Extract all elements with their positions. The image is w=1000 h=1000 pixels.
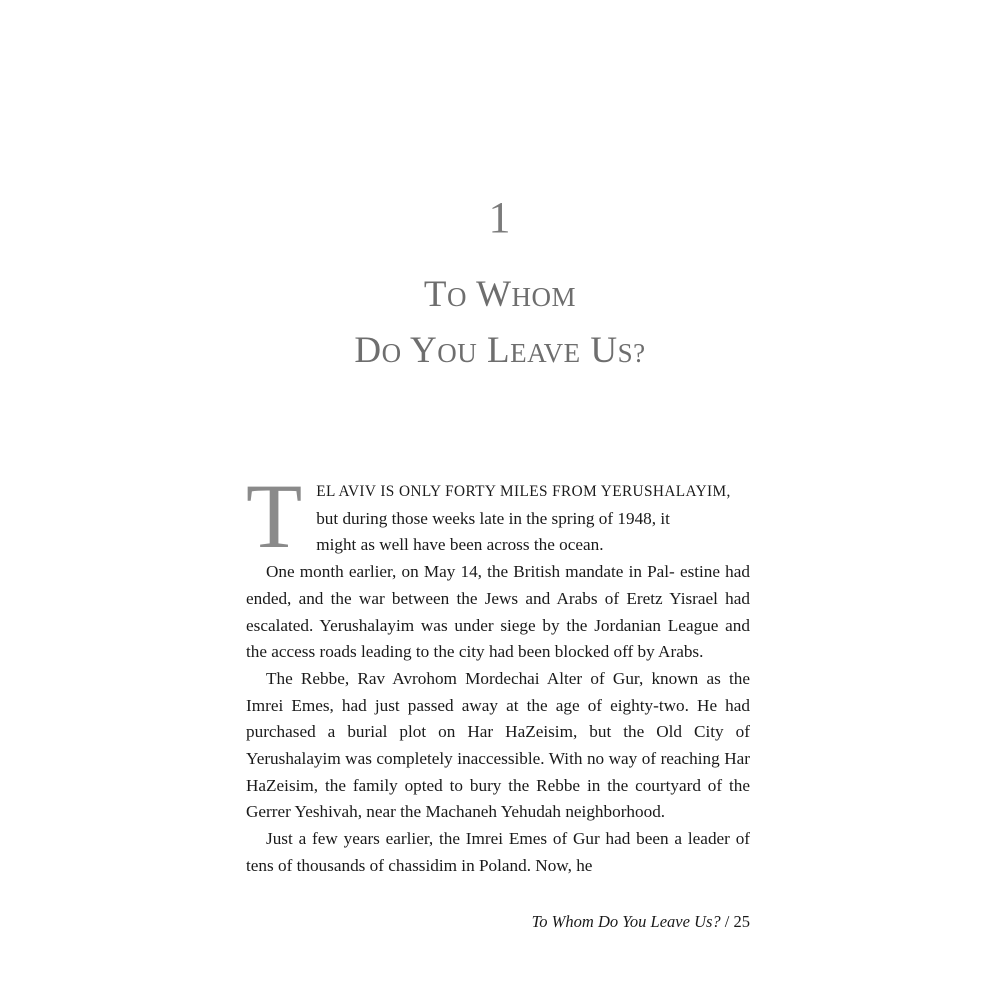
chapter-number: 1: [488, 193, 512, 242]
text-line: the Jordanian League and the access roads leading to the city: [246, 615, 750, 662]
text-line: leader of tens of thousands of chassidim in Poland. Now, he: [246, 829, 751, 875]
text-line: had been blocked off by Arabs.: [488, 642, 704, 662]
paragraph-4: [246, 826, 750, 879]
text-line: The Rebbe, Rav Avrohom Mordechai Alter of Gur, known as: [266, 668, 721, 688]
title-letters: EAVE: [510, 338, 581, 368]
paragraph-3: [246, 666, 750, 826]
drop-cap: T: [246, 465, 303, 567]
title-letters: O: [447, 282, 468, 312]
text-line: One month earlier, on May 14, the British mandate in Pal-: [266, 562, 675, 582]
text-line: in the courtyard of the Gerrer Yeshivah, near the Machaneh: [246, 775, 751, 822]
text-line: the Imrei Emes, had just passed away at the age of eighty-two.: [246, 668, 751, 715]
title-letters: HOM: [511, 282, 577, 312]
body-text: [246, 465, 751, 880]
text-line: might as well have been across the ocean.: [316, 535, 604, 555]
text-line: of reaching Har HaZeisim, the family opted to bury the Rebbe: [246, 749, 750, 795]
page-number: 25: [733, 912, 750, 931]
opening-line: EL AVIV IS ONLY FORTY MILES FROM YERUSHALAYIM,: [316, 483, 731, 500]
title-letter: T: [423, 274, 448, 315]
title-letters: OU: [437, 338, 478, 368]
title-letters: S?: [617, 338, 646, 368]
chapter-title: [0, 268, 1000, 380]
text-line: He had purchased a burial plot on Har HaZeisim, but the Old: [246, 695, 751, 742]
title-letter: U: [580, 330, 618, 371]
text-line: City of Yerushalayim was completely inaccessible. With no way: [246, 722, 750, 769]
title-letter: W: [467, 274, 512, 315]
text-line: Yehudah neighborhood.: [500, 802, 666, 822]
footer-separator: /: [720, 912, 734, 931]
chapter-title-line-2: [0, 324, 1000, 380]
text-line: but during those weeks late in the spring of 1948, it: [316, 508, 670, 528]
title-letter: L: [477, 330, 511, 371]
text-line: Just a few years earlier, the Imrei Emes of Gur had been a: [266, 829, 683, 849]
paragraph-1: [246, 465, 750, 567]
title-letters: O: [381, 338, 402, 368]
title-letter: D: [354, 330, 382, 371]
text-line: Eretz Yisrael had escalated. Yerushalayim was under siege by: [246, 588, 750, 635]
chapter-title-line-1: [0, 268, 1000, 324]
paragraph-2: [246, 559, 750, 666]
page-footer: [246, 912, 750, 932]
text-line: estine had ended, and the war between the Jews and Arabs of: [246, 562, 750, 608]
running-title: To Whom Do You Leave Us?: [531, 912, 721, 931]
title-letter: Y: [401, 330, 438, 371]
